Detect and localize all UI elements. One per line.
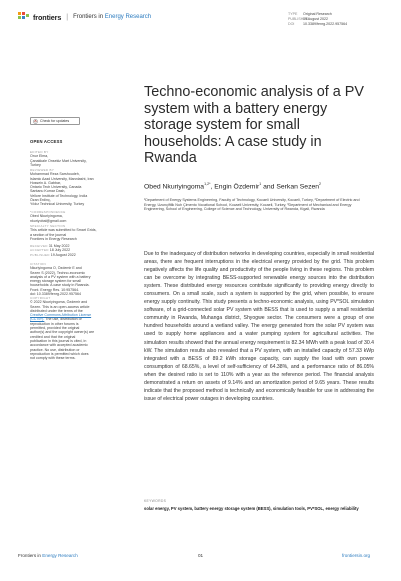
author-name[interactable]: Serkan Sezen [276, 183, 320, 191]
footer-journal[interactable]: Frontiers in Energy Research [18, 553, 78, 558]
correspondence: *CORRESPONDENCE Obed Nkuriyingoma, nkuriyobal@gmail.com [30, 210, 67, 223]
article-title: Techno-economic analysis of a PV system with a battery energy storage system for small households: A case study in Rwanda [144, 84, 364, 166]
edited-by: EDITED BY Onur Elma, Çanakkale Onsekiz Mart University, Turkey [30, 150, 87, 167]
article-meta: TYPE Original Research PUBLISHED19 August 2022 DOI 10.3389/fenrg.2022.957564 [288, 12, 348, 27]
author-name[interactable]: Engin Özdemir [214, 183, 260, 191]
brand-name: frontiers [33, 12, 62, 22]
frontiers-mark-icon [18, 12, 30, 22]
abstract: Due to the inadequacy of distribution networks in developing countries, especially in small residential areas, there are frequent interruptions in the electrical energy provided by the grid. This problem negatively affects the life quality and productivity of the people living in these regions. This problem can be overcome by integrating BESS-supported renewable energy sources into the distribution system. These distributed energy resources contribute significantly to providing energy directly to consumers. On a small scale, such a system is supported by the grid, when possible, to ensure energy supply continuity. This study presents a techno-economic analysis, using PV*SOL simulation software, of a grid-connected solar PV system with BESS that is used to supply a small residential community in Rwanda, Muhanga district, Shyogwe sector. The consumers were a group of one hundred households around a wetland valley. The energy generated from the solar PV system was used to supply home appliances and a water pumping system for agricultural activities. The simulation results showed that the annual energy requirement is 82.34 MWh with a peak load of 30.4 kW. The simulation results also revealed that a PV system, with an installed capacity of 57.33 kWp integrated with a BESS of 89.2 kWh storage capacity, can supply the load with own power consumption of 68.65%, a level of self-sufficiency of 64.38%, and a performance ratio of 86.05% when the desired ratio is set to 110% with a year as the reference period. The financial analysis demonstrated a return on assets of 9.14% and an amortization period of 9.65 years. These results indicate that the proposed method is technically and economically feasible for use in addressing the issue of electrical power outages in developing countries. [144, 251, 374, 402]
open-access-label: OPEN ACCESS [30, 139, 63, 144]
citation: CITATION Nkuriyingoma O, Özdemir E and Sezen S (2022), Techno-economic analysis of a PV system with a battery energy storage system for small households: A case study in Rwanda. Front. Energy Res. 10:957564. doi: 10.3389/fenrg.2022.957564 [30, 262, 91, 297]
reviewed-by: REVIEWED BY Mohammad Reza Sarshoudeh, Islamic Azad University, Marvdasht, Iran Hossein A. Gabbar, Ontario Tech University, Canada Santanu Kumar Dash, Vellore Institute of Technology, India Özan Erdinç, Yıldız Technical University, Turkey [30, 168, 94, 207]
site-link[interactable]: frontiersin.org [342, 553, 371, 558]
affiliations: ¹Department of Energy Systems Engineering, Faculty of Technology, Kocaeli University, Kocaeli, Turkey, ²Department of Electric and Energy, Uzunçiftlik Nuh Çimento Vocational School, Kocaeli University, Kocaeli, Turkey, ³Department of Mechanical and Energy Engineering, School of Engineering, College of Science and Technology, University of Rwanda, Kigali, Rwanda [144, 198, 360, 212]
author-name[interactable]: Obed Nkuriyingoma [144, 183, 205, 191]
keywords-heading: KEYWORDS [144, 499, 167, 503]
journal-name[interactable]: Frontiers in Energy Research [73, 14, 152, 20]
cc-license-link[interactable]: Creative Commons Attribution License (CC BY). [30, 313, 92, 322]
page-number: 01 [198, 553, 204, 558]
keywords: solar energy, PV system, battery energy storage system (BESS), simulation tools, PV*SOL, energy reliability [144, 506, 359, 511]
author-list: Obed Nkuriyingoma$^{1,2*}$, Engin Özdemir$^1$ and Serkan Sezen$^2$ [144, 182, 322, 191]
copyright: COPYRIGHT © 2022 Nkuriyingoma, Özdemir and Sezen. This is an open-access article distributed under the terms of the Creative Commons Attribution License (CC BY). The use, distribution or reproduction in other forums is permitted, provided the original author(s) and the copyright owner(s) are credited and that the original publication in this journal is cited, in accordance with accepted academic practice. No use, distribution or reproduction is permitted which does not comply with these terms. [30, 296, 95, 361]
check-for-updates-button[interactable]: Check for updates [30, 117, 80, 125]
specialty-section: SPECIALTY SECTION This article was submitted to Smart Grids, a section of the journal Frontiers in Energy Research [30, 224, 97, 241]
header-divider: | [66, 13, 69, 21]
frontiers-logo[interactable] [18, 12, 151, 22]
update-icon [33, 119, 38, 124]
article-dates: RECEIVED 31 May 2022 ACCEPTED 18 July 2022 PUBLISHED 19 August 2022 [30, 244, 76, 257]
doi-link[interactable]: 10.3389/fenrg.2022.957564 [303, 22, 348, 27]
